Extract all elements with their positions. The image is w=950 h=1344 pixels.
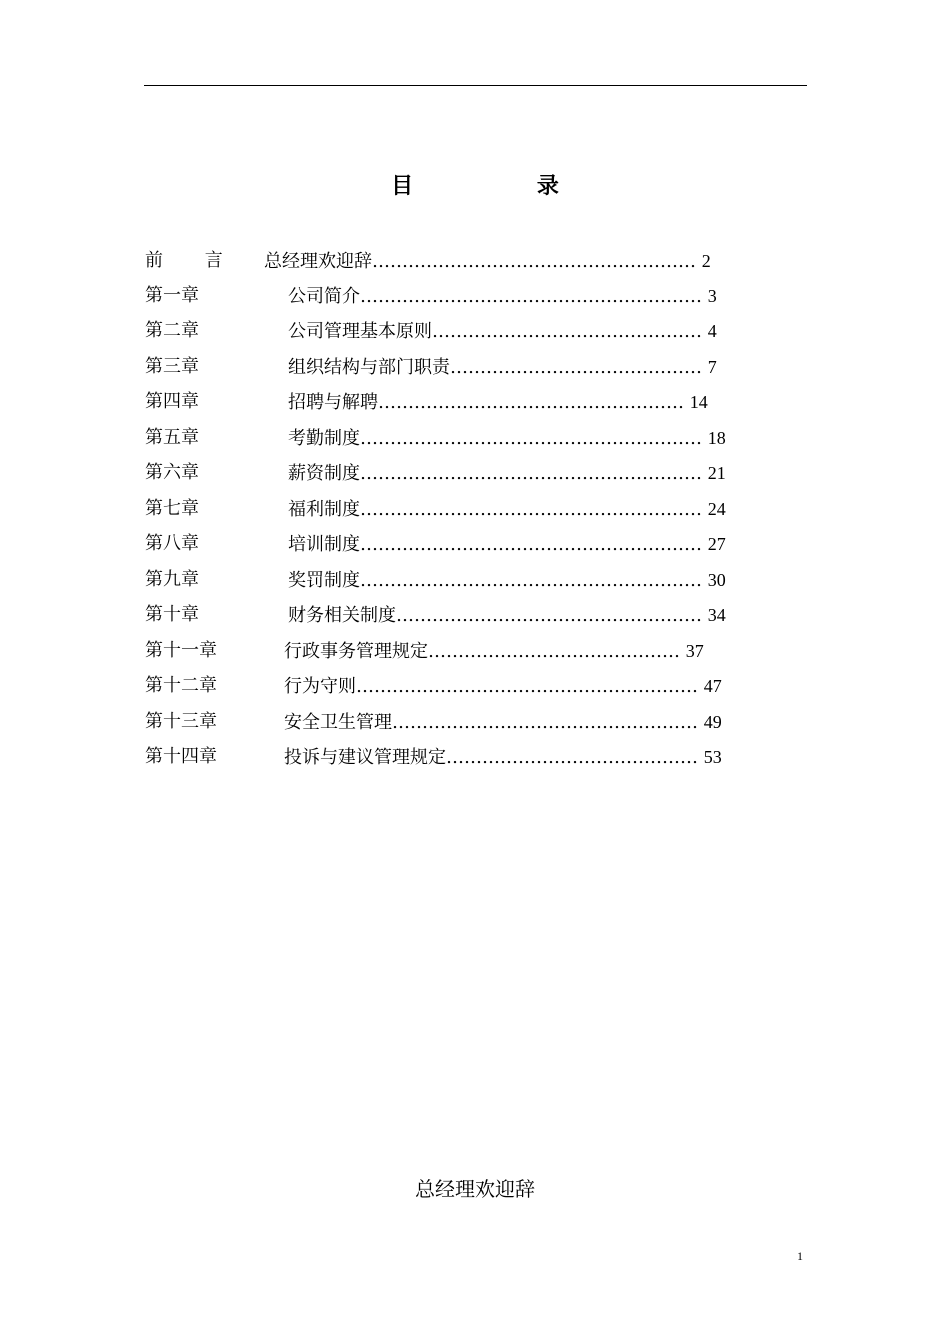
toc-row-chapter-9[interactable] [0, 567, 950, 593]
toc-chapter-label: 第九章 [145, 569, 199, 590]
toc-entry [284, 673, 722, 700]
toc-entry [288, 602, 726, 629]
toc-leader-dots: …………………………………………… [396, 605, 702, 626]
toc-leader-dots: ………………………………………………… [360, 286, 702, 307]
toc-chapter-label: 第三章 [145, 356, 199, 377]
toc-entry-title: 公司简介 [288, 286, 360, 307]
toc-chapter-label: 第七章 [145, 498, 199, 519]
toc-row-chapter-6[interactable] [0, 460, 950, 486]
toc-entry-title: 投诉与建议管理规定 [284, 747, 446, 768]
toc-chapter-label: 第四章 [145, 391, 199, 412]
toc-entry-title: 财务相关制度 [288, 605, 396, 626]
toc-row-chapter-8[interactable] [0, 531, 950, 557]
toc-page-number: 47 [703, 676, 722, 696]
toc-page-number: 53 [703, 747, 722, 767]
toc-row-chapter-1[interactable] [0, 283, 950, 309]
toc-row-chapter-12[interactable] [0, 673, 950, 699]
toc-page-number: 2 [701, 251, 711, 271]
toc-leader-dots: ………………………………………………… [356, 676, 698, 697]
toc-row-chapter-2[interactable] [0, 318, 950, 344]
toc-leader-dots: …………………………………………… [378, 392, 684, 413]
toc-row-preface[interactable] [0, 248, 950, 274]
toc-entry [284, 744, 722, 771]
toc-page-number: 21 [707, 463, 726, 483]
toc-entry [288, 496, 726, 523]
toc-entry-title: 福利制度 [288, 499, 360, 520]
toc-entry [264, 248, 711, 275]
toc-entry [288, 318, 717, 345]
page-number: 1 [797, 1249, 803, 1263]
toc-entry-title: 组织结构与部门职责 [288, 357, 450, 378]
toc-leader-dots: ………………………………………………… [360, 463, 702, 484]
toc-row-chapter-5[interactable] [0, 425, 950, 451]
toc-leader-dots: …………………………………… [450, 357, 702, 378]
toc-row-chapter-7[interactable] [0, 496, 950, 522]
toc-page-number: 30 [707, 570, 726, 590]
toc-page-number: 7 [707, 357, 717, 377]
toc-row-chapter-13[interactable] [0, 709, 950, 735]
toc-row-chapter-4[interactable] [0, 389, 950, 415]
toc-chapter-label: 第十三章 [145, 711, 217, 732]
toc-entry [288, 567, 726, 594]
toc-entry [288, 460, 726, 487]
toc-leader-dots: …………………………………… [428, 641, 680, 662]
toc-page-number: 27 [707, 534, 726, 554]
toc-chapter-label: 第五章 [145, 427, 199, 448]
toc-entry [288, 531, 726, 558]
header-rule [144, 85, 807, 86]
toc-row-chapter-11[interactable] [0, 638, 950, 664]
toc-title: 目 录 [391, 174, 617, 199]
toc-chapter-label: 第八章 [145, 533, 199, 554]
toc-entry-title: 行政事务管理规定 [284, 641, 428, 662]
section-heading: 总经理欢迎辞 [415, 1177, 535, 1201]
toc-leader-dots: ………………………………………………… [360, 499, 702, 520]
toc-entry-title: 公司管理基本原则 [288, 321, 432, 342]
toc-page-number: 4 [707, 321, 717, 341]
toc-chapter-label: 第二章 [145, 320, 199, 341]
toc-chapter-label: 第十四章 [145, 746, 217, 767]
toc-chapter-label: 第六章 [145, 462, 199, 483]
toc-chapter-label: 第十二章 [145, 675, 217, 696]
toc-page-number: 49 [703, 712, 722, 732]
toc-entry [284, 638, 704, 665]
toc-entry [288, 354, 717, 381]
toc-row-chapter-3[interactable] [0, 354, 950, 380]
toc-row-chapter-10[interactable] [0, 602, 950, 628]
toc-entry [288, 425, 726, 452]
toc-entry-title: 总经理欢迎辞 [264, 251, 372, 272]
toc-chapter-label: 第十一章 [145, 640, 217, 661]
toc-leader-dots: ………………………………………………… [360, 534, 702, 555]
toc-entry [284, 709, 722, 736]
toc-leader-dots: ………………………………………………… [360, 428, 702, 449]
toc-entry-title: 考勤制度 [288, 428, 360, 449]
toc-leader-dots: …………………………………… [446, 747, 698, 768]
toc-entry-title: 安全卫生管理 [284, 712, 392, 733]
toc-page-number: 24 [707, 499, 726, 519]
toc-leader-dots: …………………………………………… [392, 712, 698, 733]
toc-entry [288, 283, 717, 310]
toc-chapter-label: 第十章 [145, 604, 199, 625]
toc-page-number: 34 [707, 605, 726, 625]
toc-chapter-label: 前 言 [145, 250, 241, 271]
toc-entry [288, 389, 708, 416]
toc-page-number: 14 [689, 392, 708, 412]
toc-entry-title: 培训制度 [288, 534, 360, 555]
toc-row-chapter-14[interactable] [0, 744, 950, 770]
toc-chapter-label: 第一章 [145, 285, 199, 306]
toc-entry-title: 行为守则 [284, 676, 356, 697]
toc-page-number: 18 [707, 428, 726, 448]
toc-leader-dots: ……………………………………………… [372, 251, 696, 272]
toc-leader-dots: ………………………………………………… [360, 570, 702, 591]
toc-page-number: 3 [707, 286, 717, 306]
toc-page-number: 37 [685, 641, 704, 661]
toc-leader-dots: ……………………………………… [432, 321, 702, 342]
toc-entry-title: 薪资制度 [288, 463, 360, 484]
toc-entry-title: 奖罚制度 [288, 570, 360, 591]
toc-entry-title: 招聘与解聘 [288, 392, 378, 413]
